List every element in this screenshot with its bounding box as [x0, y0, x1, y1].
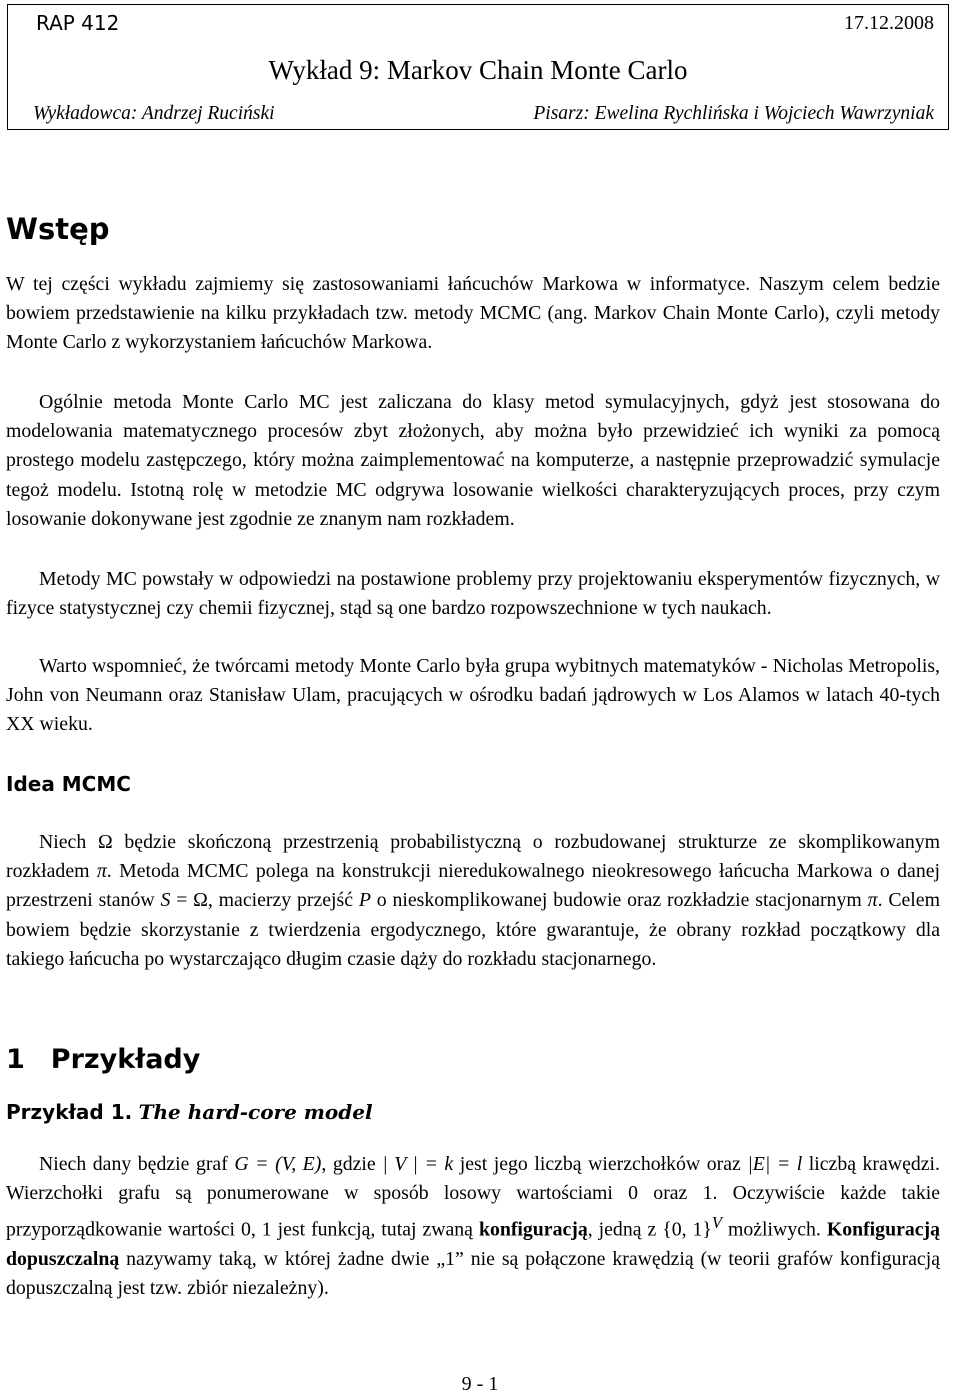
math-graph: G = (V, E) [234, 1153, 322, 1175]
paragraph-intro-3: Metody MC powstały w odpowiedzi na postawione problemy przy projektowaniu eksperymentów fizycznych, w fizyce statystycznej czy chemii fizycznej, stąd są one bardzo rozpowszechnione w tych naukach. [6, 568, 940, 620]
lecture-date: 17.12.2008 [844, 12, 934, 34]
section-heading-examples [6, 1044, 200, 1075]
paragraph-idea [6, 828, 940, 974]
text-run: jest jego liczbą wierzchołków oraz [453, 1153, 748, 1175]
term-configuration: konfiguracją [478, 1219, 588, 1241]
lecturer-name: Wykładowca: Andrzej Ruciński [33, 103, 275, 124]
text-run: o nieskomplikowanej budowie oraz rozkładzie stacjonarnym [370, 889, 868, 912]
course-code: RAP 412 [36, 11, 120, 35]
term-feasible-configuration: Konfiguracją dopuszczalną [6, 1219, 940, 1271]
section-heading-idea: Idea MCMC [6, 772, 131, 796]
paragraph-intro-2: Ogólnie metoda Monte Carlo MC jest zaliczana do klasy metod symulacyjnych, gdyż jest stosowana do modelowania matematycznego procesów zbyt złożonych, aby można było przewidzieć ich wyniki za pomocą prostego modelu zastępczego, który można zaimplementować na komputerze, a następnie przeprowadzić symulacje tegoż modelu. Istotną rolę w metodzie MC odgrywa losowanie wielkości charakteryzujących proces, przy czym losowanie dokonywane jest zgodnie ze znanym nam rozkładem. [6, 391, 940, 530]
text-run: Niech Ω będzie skończoną przestrzenią probabilistyczną o rozbudowanej strukturze ze skomplikowanym rozkładem [6, 831, 940, 883]
math-vertex-count: | V | = k [382, 1153, 454, 1175]
math-pi: π [96, 860, 107, 883]
lecture-header-box [7, 4, 949, 130]
text-run: . Celem bowiem będzie skorzystanie z twierdzenia ergodycznego, które gwarantuje, że obrany rozkład początkowy dla takiego łańcucha po wystarczająco długim czasie dąży do rozkładu stacjonarnego. [6, 889, 940, 970]
math-edge-count: |E| = l [747, 1153, 803, 1175]
text-run: Niech dany będzie graf [39, 1153, 235, 1175]
text-run: . Metoda MCMC polega na konstrukcji nieredukowalnego nieokresowego łańcucha Markowa o danej przestrzeni stanów [6, 860, 940, 912]
math-superscript: V [711, 1213, 723, 1233]
text-run: = Ω, macierzy przejść [170, 889, 359, 912]
section-title: Przykłady [50, 1044, 201, 1075]
text-run: możliwych. [722, 1219, 827, 1241]
example-title: The hard-core model [138, 1100, 373, 1124]
scribe-names: Pisarz: Ewelina Rychlińska i Wojciech Wawrzyniak [533, 103, 934, 124]
math-s: S [160, 889, 171, 912]
paragraph-example-1 [6, 1150, 940, 1304]
text-run: , gdzie [321, 1153, 383, 1175]
math-p: P [358, 889, 371, 912]
example-heading [6, 1100, 373, 1124]
paragraph-intro-1: W tej części wykładu zajmiemy się zastosowaniami łańcuchów Markowa w informatyce. Naszym celem bedzie bowiem przedstawienie na kilku przykładach tzw. metody MCMC (ang. Markov Chain Monte Carlo), czyli metody Monte Carlo z wykorzystaniem łańcuchów Markowa. [6, 273, 940, 354]
section-number: 1 [6, 1044, 25, 1075]
page-number: 9 - 1 [461, 1373, 499, 1395]
text-run: liczbą krawędzi. Wierzchołki grafu są ponumerowane w sposób losowy wartościami 0 oraz 1. Oczywiście każde takie przyporządkowanie wartości 0, 1 jest funkcją, tutaj zwaną [6, 1153, 940, 1241]
paragraph-intro-4: Warto wspomnieć, że twórcami metody Monte Carlo była grupa wybitnych matematyków - Nicholas Metropolis, John von Neumann oraz Stanisław Ulam, pracujących w ośrodku badań jądrowych w Los Alamos w latach 40-tych XX wieku. [6, 655, 940, 736]
text-run: nazywamy taką, w której żadne dwie „1” nie są połączone krawędzią (w teorii grafów konfiguracją dopuszczalną jest tzw. zbiór niezależny). [6, 1248, 940, 1300]
math-pi: π [867, 889, 878, 912]
example-label: Przykład 1. [6, 1100, 133, 1124]
lecture-title: Wykład 9: Markov Chain Monte Carlo [268, 55, 688, 85]
section-heading-intro: Wstęp [6, 212, 110, 246]
text-run: , jedną z {0, 1} [587, 1219, 712, 1241]
